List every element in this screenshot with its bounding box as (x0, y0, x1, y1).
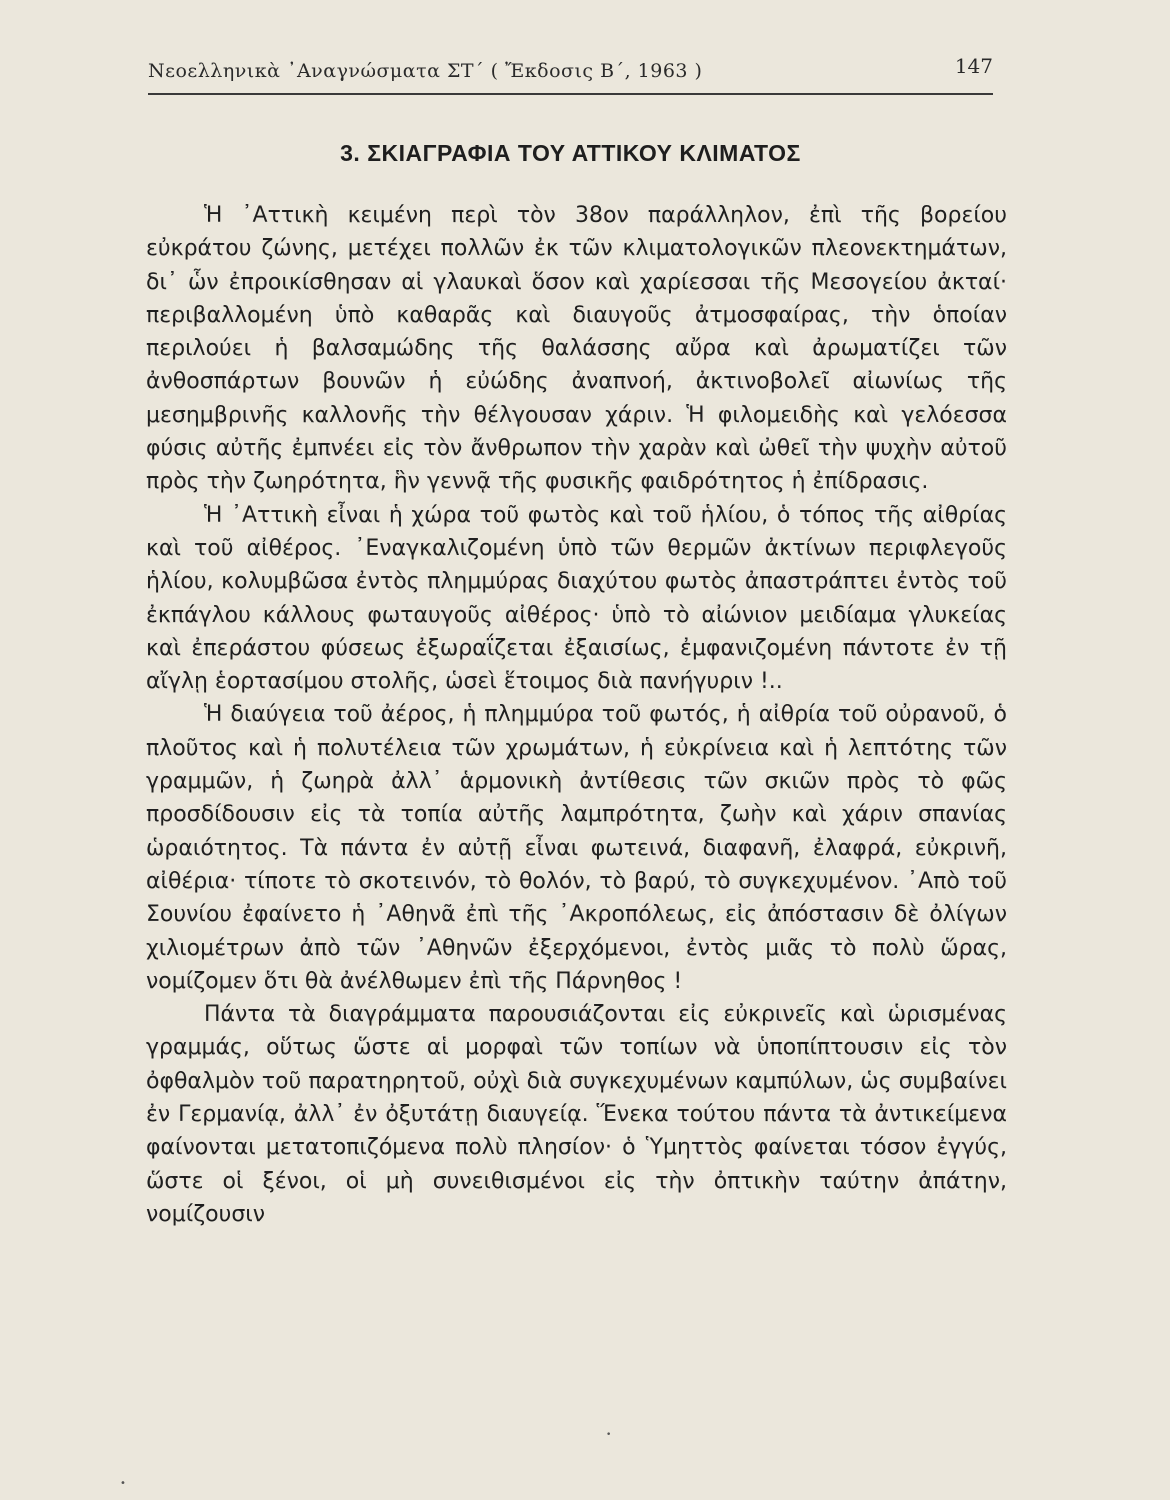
print-speck-mark: • (606, 1430, 612, 1440)
paragraph-3: Ἡ διαύγεια τοῦ ἀέρος, ἡ πλημμύρα τοῦ φωτός, ἡ αἰθρία τοῦ οὐρανοῦ, ὁ πλοῦτος καὶ ἡ πολυτέλεια τῶν χρωμάτων, ἡ εὐκρίνεια καὶ ἡ λεπτότης τῶν γραμμῶν, ἡ ζωηρὰ ἀλλ᾿ ἁρμονικὴ ἀντίθεσις τῶν σκιῶν πρὸς τὸ φῶς προσδίδουσιν εἰς τὰ τοπία αὐτῆς λαμπρότητα, ζωὴν καὶ χάριν σπανίας ὡραιότητος. Τὰ πάντα ἐν αὐτῇ εἶναι φωτεινά, διαφανῆ, ἐλαφρά, εὐκρινῆ, αἰθέρια· τίποτε τὸ σκοτεινόν, τὸ θολόν, τὸ βαρύ, τὸ συγκεχυμένον. ᾿Απὸ τοῦ Σουνίου ἐφαίνετο ἡ ᾿Αθηνᾶ ἐπὶ τῆς ᾿Ακροπόλεως, εἰς ἀπόστασιν δὲ ὀλίγων χιλιομέτρων ἀπὸ τῶν ᾿Αθηνῶν ἐξερχόμενοι, ἐντὸς μιᾶς τὸ πολὺ ὥρας, νομίζομεν ὅτι θὰ ἀνέλθωμεν ἐπὶ τῆς Πάρνηθος ! (146, 702, 1007, 994)
body-text (146, 199, 1007, 1231)
running-head-title: Νεοελληνικὰ ᾿Αναγνώσματα ΣΤ΄ ( Ἔκδοσις Β΄, 1963 ) (148, 60, 703, 82)
print-speck-mark: • (120, 1478, 126, 1489)
running-head (148, 54, 993, 88)
paragraph-2: Ἡ ᾿Αττικὴ εἶναι ἡ χώρα τοῦ φωτὸς καὶ τοῦ ἡλίου, ὁ τόπος τῆς αἰθρίας καὶ τοῦ αἰθέρος. ᾿Εναγκαλιζομένη ὑπὸ τῶν θερμῶν ἀκτίνων περιφλεγοῦς ἡλίου, κολυμβῶσα ἐντὸς πλημμύρας διαχύτου φωτὸς ἀπαστράπτει ἐντὸς τοῦ ἐκπάγλου κάλλους φωταυγοῦς αἰθέρος· ὑπὸ τὸ αἰώνιον μειδίαμα γλυκείας καὶ ἐπεράστου φύσεως ἐξωραΐζεται ἐξαισίως, ἐμφανιζομένη πάντοτε ἐν τῇ αἴγλῃ ἑορτασίμου στολῆς, ὡσεὶ ἕτοιμος διὰ πανήγυριν !.. (146, 502, 1007, 695)
paragraph-4: Πάντα τὰ διαγράμματα παρουσιάζονται εἰς εὐκρινεῖς καὶ ὡρισμένας γραμμάς, οὕτως ὥστε αἱ μορφαὶ τῶν τοπίων νὰ ὑποπίπτουσιν εἰς τὸν ὀφθαλμὸν τοῦ παρατηρητοῦ, οὐχὶ διὰ συγκεχυμένων καμπύλων, ὡς συμβαίνει ἐν Γερμανίᾳ, ἀλλ᾿ ἐν ὀξυτάτῃ διαυγείᾳ. Ἕνεκα τούτου πάντα τὰ ἀντικείμενα φαίνονται μετατοπιζόμενα πολὺ πλησίον· ὁ Ὑμηττὸς φαίνεται τόσον ἐγγύς, ὥστε οἱ ξένοι, οἱ μὴ συνειθισμένοι εἰς τὴν ὀπτικὴν ταύτην ἀπάτην, νομίζουσιν (146, 1002, 1007, 1227)
paragraph-1: Ἡ ᾿Αττικὴ κειμένη περὶ τὸν 38ον παράλληλον, ἐπὶ τῆς βορείου εὐκράτου ζώνης, μετέχει πολλῶν ἐκ τῶν κλιματολογικῶν πλεονεκτημάτων, δι᾿ ὧν ἐπροικίσθησαν αἱ γλαυκαὶ ὅσον καὶ χαρίεσσαι τῆς Μεσογείου ἀκταί· περιβαλλομένη ὑπὸ καθαρᾶς καὶ διαυγοῦς ἀτμοσφαίρας, τὴν ὁποίαν περιλούει ἡ βαλσαμώδης τῆς θαλάσσης αὔρα καὶ ἀρωματίζει τῶν ἀνθοσπάρτων βουνῶν ἡ εὐώδης ἀναπνοή, ἀκτινοβολεῖ αἰωνίως τῆς μεσημβρινῆς καλλονῆς τὴν θέλγουσαν χάριν. Ἡ φιλομειδὴς καὶ γελόεσσα φύσις αὐτῆς ἐμπνέει εἰς τὸν ἄνθρωπον τὴν χαρὰν καὶ ὠθεῖ τὴν ψυχὴν αὐτοῦ πρὸς τὴν ζωηρότητα, ἣν γεννᾷ τῆς φυσικῆς φαιδρότητος ἡ ἐπίδρασις. (146, 203, 1007, 495)
header-rule (148, 93, 993, 95)
page-number: 147 (954, 54, 993, 78)
chapter-title: 3. ΣΚΙΑΓΡΑΦΙΑ ΤΟΥ ΑΤΤΙΚΟΥ ΚΛΙΜΑΤΟΣ (340, 140, 801, 166)
